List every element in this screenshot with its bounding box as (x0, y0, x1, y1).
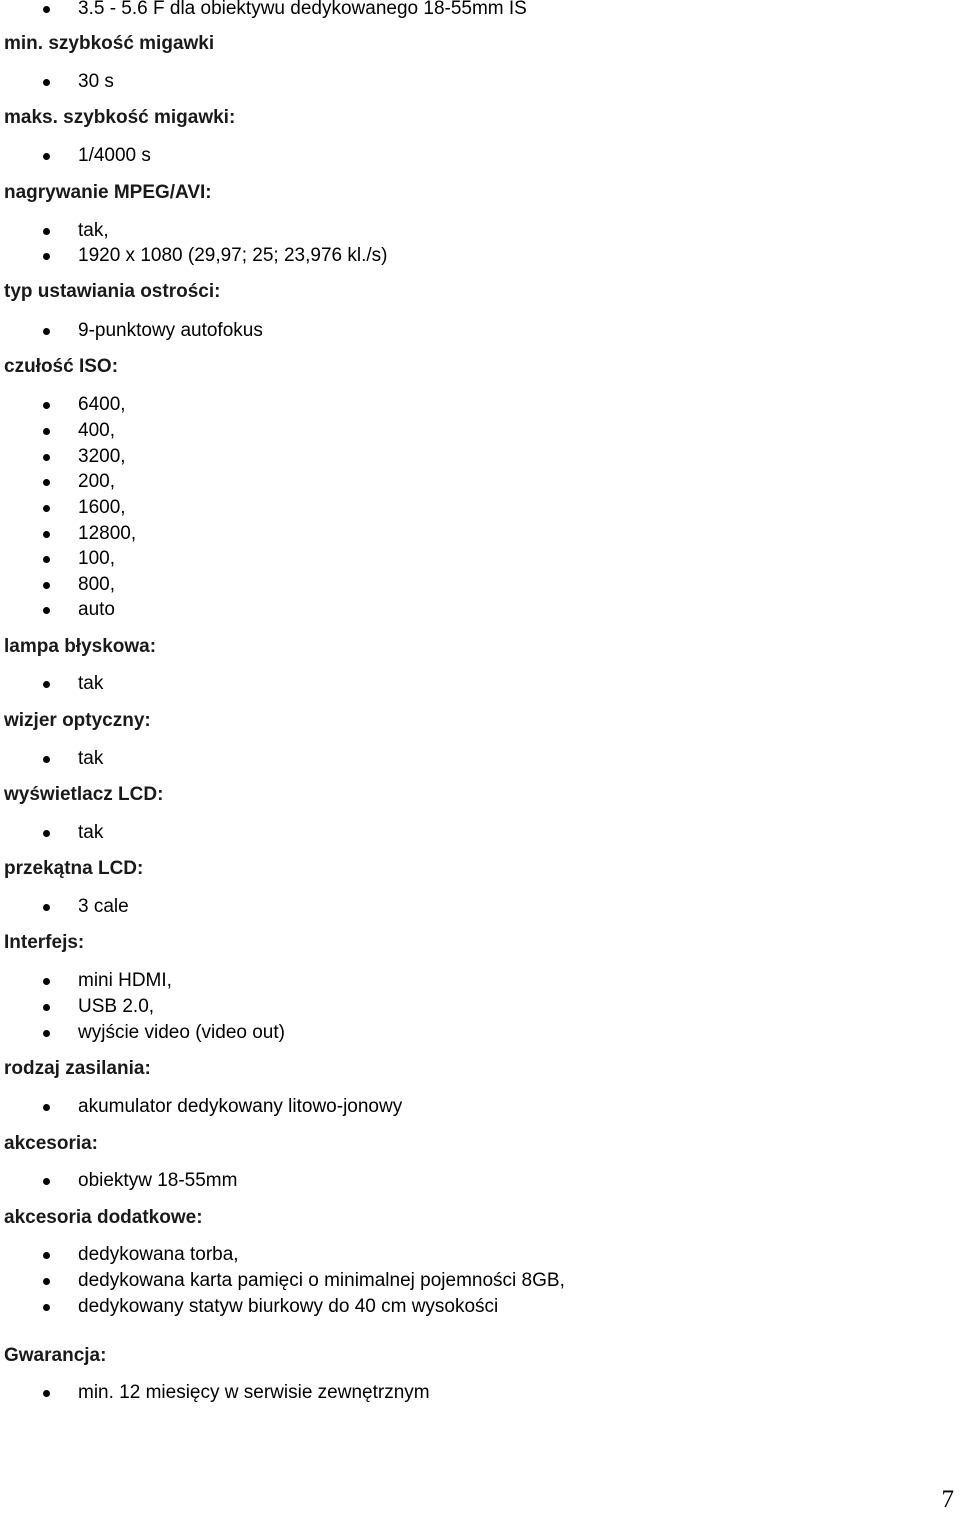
list-item: tak (78, 673, 104, 694)
bullet-icon (43, 830, 50, 837)
bullet-icon (43, 253, 50, 260)
list-item: 3 cale (78, 896, 129, 917)
bullet-icon (43, 756, 50, 763)
bullet-icon (43, 479, 50, 486)
bullet-icon (43, 582, 50, 589)
list-item: 1920 x 1080 (29,97; 25; 23,976 kl./s) (78, 245, 388, 266)
list-item: 400, (78, 420, 115, 441)
section-heading: wizjer optyczny: (4, 710, 151, 731)
bullet-icon (43, 1390, 50, 1397)
bullet-icon (43, 454, 50, 461)
bullet-icon (43, 1304, 50, 1311)
section-heading: lampa błyskowa: (4, 636, 157, 657)
bullet-icon (43, 1178, 50, 1185)
bullet-icon (43, 402, 50, 409)
bullet-icon (43, 978, 50, 985)
list-item: min. 12 miesięcy w serwisie zewnętrznym (78, 1382, 430, 1403)
bullet-icon (43, 328, 50, 335)
list-item: dedykowana karta pamięci o minimalnej pojemności 8GB, (78, 1270, 565, 1291)
list-item: 9-punktowy autofokus (78, 320, 263, 341)
section-heading: typ ustawiania ostrości: (4, 281, 221, 302)
bullet-icon (43, 1278, 50, 1285)
bullet-icon (43, 1252, 50, 1259)
list-item: mini HDMI, (78, 970, 172, 991)
section-heading: rodzaj zasilania: (4, 1058, 151, 1079)
list-item: wyjście video (video out) (78, 1022, 285, 1043)
bullet-icon (43, 531, 50, 538)
list-item: 30 s (78, 71, 114, 92)
section-heading: min. szybkość migawki (4, 33, 215, 54)
bullet-icon (43, 428, 50, 435)
list-item: 1600, (78, 497, 126, 518)
bullet-icon (43, 153, 50, 160)
list-item: 12800, (78, 523, 137, 544)
section-heading: akcesoria dodatkowe: (4, 1207, 203, 1228)
list-item: tak, (78, 220, 109, 241)
list-item: akumulator dedykowany litowo-jonowy (78, 1096, 403, 1117)
section-heading: czułość ISO: (4, 356, 119, 377)
list-item: dedykowany statyw biurkowy do 40 cm wysokości (78, 1296, 499, 1317)
list-item: 200, (78, 471, 115, 492)
list-item: dedykowana torba, (78, 1244, 239, 1265)
list-item: 1/4000 s (78, 145, 151, 166)
bullet-icon (43, 556, 50, 563)
list-item: USB 2.0, (78, 996, 155, 1017)
section-heading: akcesoria: (4, 1133, 99, 1154)
list-item: 6400, (78, 394, 126, 415)
list-item: tak (78, 748, 104, 769)
bullet-icon (43, 6, 50, 13)
bullet-icon (43, 1030, 50, 1037)
bullet-icon (43, 1004, 50, 1011)
list-item: obiektyw 18-55mm (78, 1170, 238, 1191)
list-item: 3.5 - 5.6 F dla obiektywu dedykowanego 18-55mm IS (78, 0, 527, 19)
list-item: tak (78, 822, 104, 843)
section-heading: wyświetlacz LCD: (4, 784, 164, 805)
section-heading: Gwarancja: (4, 1345, 107, 1366)
bullet-icon (43, 607, 50, 614)
section-heading: maks. szybkość migawki: (4, 107, 236, 128)
page-number: 7 (941, 1486, 954, 1513)
bullet-icon (43, 904, 50, 911)
list-item: 100, (78, 548, 115, 569)
list-item: auto (78, 599, 115, 620)
list-item: 3200, (78, 446, 126, 467)
bullet-icon (43, 505, 50, 512)
section-heading: Interfejs: (4, 932, 85, 953)
bullet-icon (43, 79, 50, 86)
section-heading: przekątna LCD: (4, 858, 144, 879)
section-heading: nagrywanie MPEG/AVI: (4, 182, 212, 203)
bullet-icon (43, 228, 50, 235)
bullet-icon (43, 1104, 50, 1111)
list-item: 800, (78, 574, 115, 595)
bullet-icon (43, 681, 50, 688)
